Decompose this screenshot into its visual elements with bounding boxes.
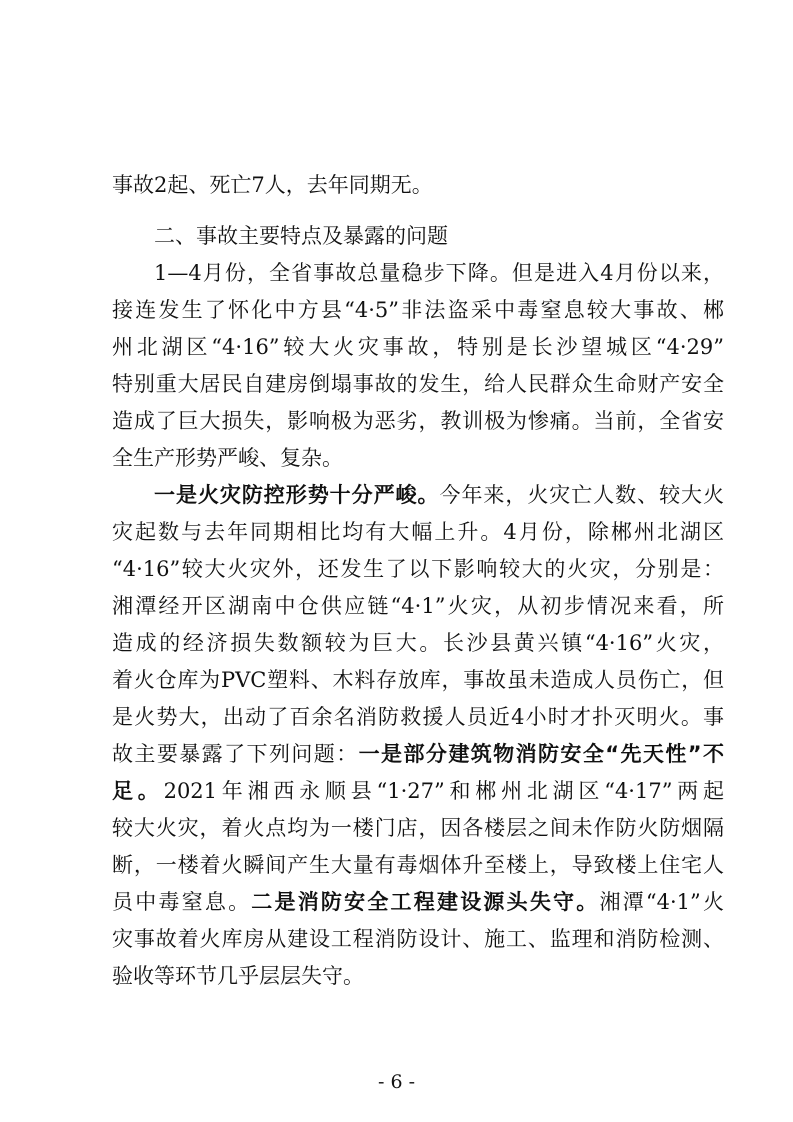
body-line [112,170,724,200]
section-heading-text: 二、事故主要特点及暴露的问题 [154,224,448,248]
text-run: 接连发生了怀化中方县“4·5”非法盗采中毒窒息较大事故、郴 [112,298,724,322]
text-run: 事故2起、死亡7人，去年同期无。 [112,173,433,197]
body-line [112,813,724,843]
section-heading [154,221,724,251]
text-run: 员中毒窒息。 [112,890,252,914]
text-run: 灾事故着火库房从建设工程消防设计、施工、监理和消防检测、 [112,927,724,951]
bold-subheading: 一是火灾防控形势十分严峻。 [154,483,440,507]
body-line [154,258,724,288]
body-line [112,887,724,917]
text-run: 全生产形势严峻、复杂。 [112,446,343,470]
text-run: 造成的经济损失数额较为巨大。长沙县黄兴镇“4·16”火灾， [112,631,724,655]
body-line [112,850,724,880]
text-run: 验收等环节几乎层层失守。 [112,964,364,988]
text-run: 湘潭“4·1”火 [599,890,724,914]
body-line [112,924,724,954]
body-line [112,295,724,325]
text-run: 造成了巨大损失，影响极为恶劣，教训极为惨痛。当前，全省安 [112,409,724,433]
body-line [112,591,724,621]
bold-subheading: 足。 [112,779,164,803]
text-run: 是火势大，出动了百余名消防救援人员近4小时才扑灭明火。事 [112,705,724,729]
text-run: “4·16”较大火灾外，还发生了以下影响较大的火灾，分别是： [112,557,724,581]
text-run: 着火仓库为PVC塑料、木料存放库，事故虽未造成人员伤亡，但 [112,668,724,692]
text-run: 2021年湘西永顺县“1·27”和郴州北湖区“4·17”两起 [163,779,724,803]
body-line [112,776,724,806]
body-line [112,628,724,658]
body-line [112,443,724,473]
body-line [112,406,724,436]
body-line [112,702,724,732]
text-run: 特别重大居民自建房倒塌事故的发生，给人民群众生命财产安全 [112,372,724,396]
body-line [112,665,724,695]
text-run: 1—4月份，全省事故总量稳步下降。但是进入4月份以来， [154,261,724,285]
bold-subheading: 二是消防安全工程建设源头失守。 [251,890,600,914]
text-run: 灾起数与去年同期相比均有大幅上升。4月份，除郴州北湖区 [112,520,724,544]
body-line [112,739,724,769]
text-run: 故主要暴露了下列问题： [112,742,359,766]
body-line [112,517,724,547]
body-line [112,369,724,399]
page-number: - 6 - [377,1071,415,1093]
body-line [112,554,724,584]
text-run: 湘潭经开区湖南中仓供应链“4·1”火灾，从初步情况来看，所 [112,594,724,618]
body-line [154,480,724,510]
text-run: 今年来，火灾亡人数、较大火 [439,483,724,507]
body-line [112,961,724,991]
text-run: 州北湖区“4·16”较大火灾事故，特别是长沙望城区“4·29” [112,335,724,359]
body-line [112,332,724,362]
bold-subheading: 一是部分建筑物消防安全“先天性”不 [358,742,724,766]
text-run: 断，一楼着火瞬间产生大量有毒烟体升至楼上，导致楼上住宅人 [112,853,724,877]
text-run: 较大火灾，着火点均为一楼门店，因各楼层之间未作防火防烟隔 [112,816,724,840]
